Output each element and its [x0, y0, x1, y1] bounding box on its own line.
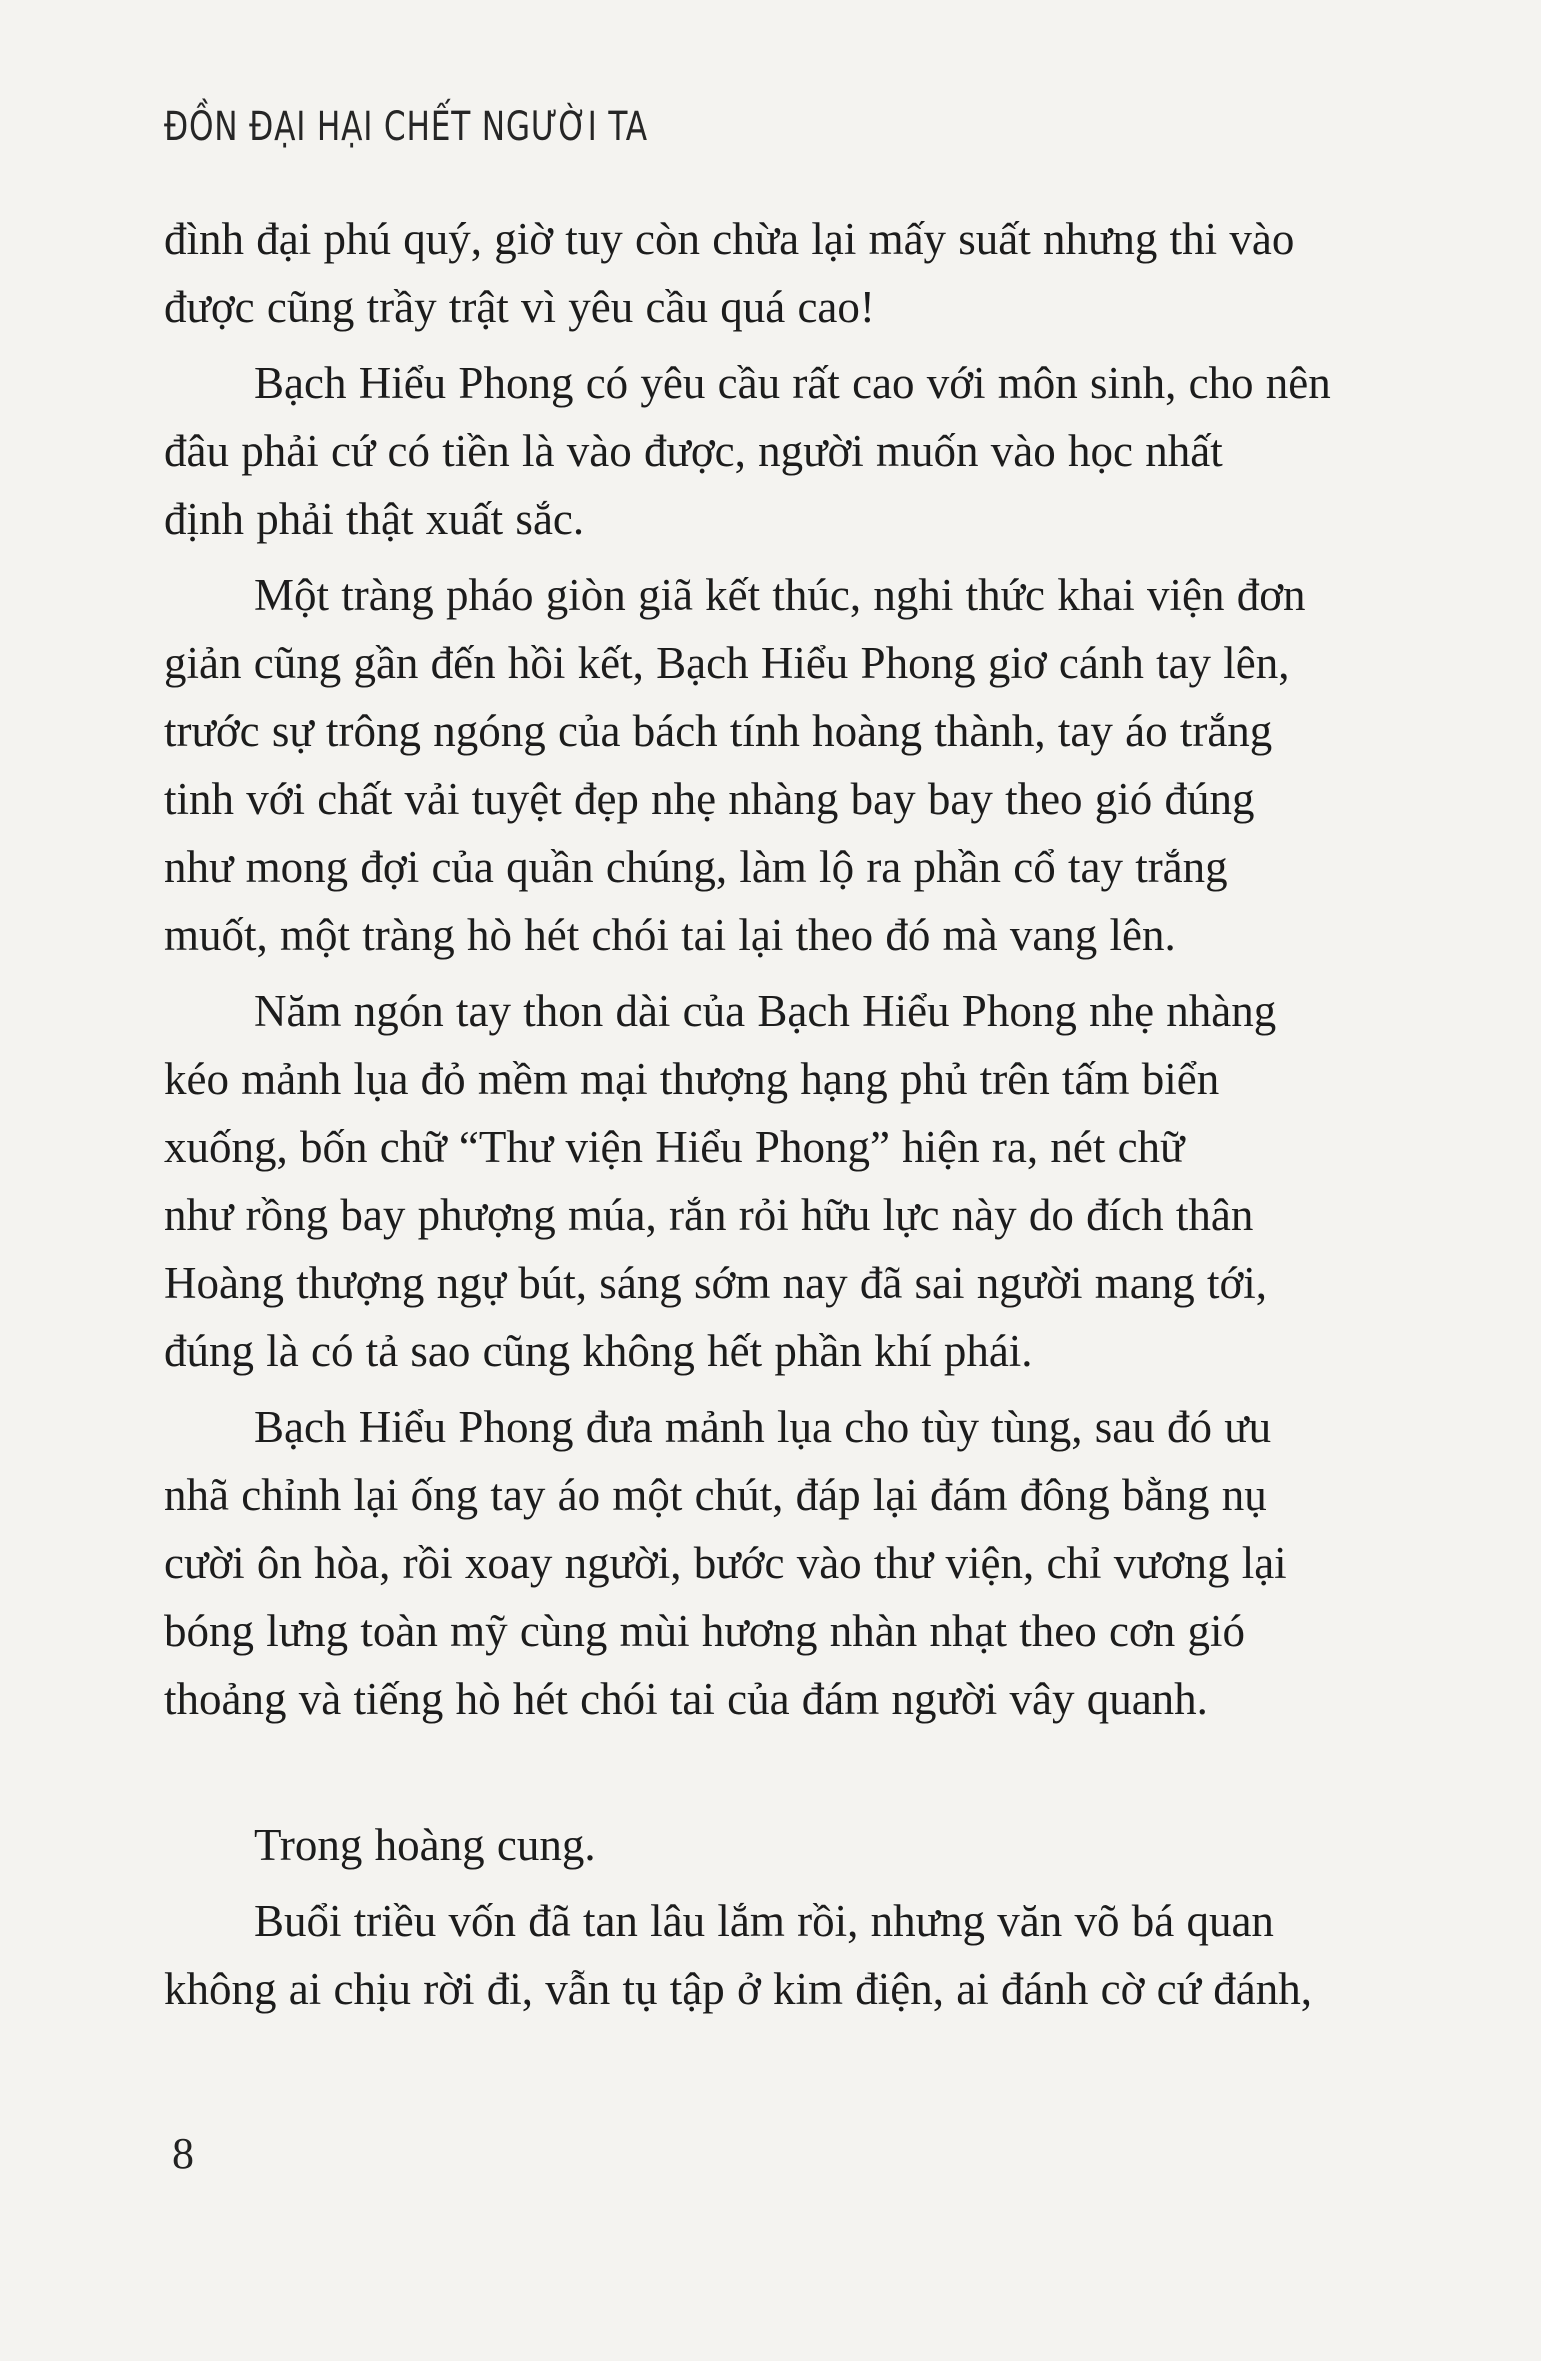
text-line: định phải thật xuất sắc.: [164, 494, 585, 544]
text-line: nhã chỉnh lại ống tay áo một chút, đáp lại đám đông bằng nụ: [164, 1470, 1267, 1520]
paragraph: [164, 1811, 1464, 1879]
page-number: 8: [172, 2129, 194, 2178]
text-line: Hoàng thượng ngự bút, sáng sớm nay đã sai người mang tới,: [164, 1258, 1267, 1308]
paragraph: [164, 1887, 1464, 2023]
paragraph: [164, 1393, 1464, 1733]
body-text: [164, 205, 1464, 2023]
text-line: bóng lưng toàn mỹ cùng mùi hương nhàn nhạt theo cơn gió: [164, 1606, 1245, 1656]
text-line: giản cũng gần đến hồi kết, Bạch Hiểu Phong giơ cánh tay lên,: [164, 638, 1290, 688]
text-line: được cũng trầy trật vì yêu cầu quá cao!: [164, 282, 875, 332]
running-head: ĐỒN ĐẠI HẠI CHẾT NGƯỜI TA: [164, 104, 648, 150]
text-line: đâu phải cứ có tiền là vào được, người muốn vào học nhất: [164, 426, 1223, 476]
text-line: Một tràng pháo giòn giã kết thúc, nghi thức khai viện đơn: [254, 570, 1306, 620]
text-line: Bạch Hiểu Phong có yêu cầu rất cao với môn sinh, cho nên: [254, 358, 1331, 408]
paragraph: [164, 349, 1464, 553]
scene-break: [164, 1733, 1464, 1811]
paragraph: [164, 977, 1464, 1385]
text-line: Buổi triều vốn đã tan lâu lắm rồi, nhưng văn võ bá quan: [254, 1896, 1274, 1946]
text-line: đình đại phú quý, giờ tuy còn chừa lại mấy suất nhưng thi vào: [164, 214, 1295, 264]
text-line: như mong đợi của quần chúng, làm lộ ra phần cổ tay trắng: [164, 842, 1228, 892]
text-line: Trong hoàng cung.: [254, 1820, 596, 1870]
text-line: tinh với chất vải tuyệt đẹp nhẹ nhàng bay bay theo gió đúng: [164, 774, 1255, 824]
text-line: kéo mảnh lụa đỏ mềm mại thượng hạng phủ trên tấm biển: [164, 1054, 1220, 1104]
text-line: xuống, bốn chữ “Thư viện Hiểu Phong” hiện ra, nét chữ: [164, 1122, 1185, 1172]
text-line: trước sự trông ngóng của bách tính hoàng thành, tay áo trắng: [164, 706, 1273, 756]
text-line: thoảng và tiếng hò hét chói tai của đám người vây quanh.: [164, 1674, 1208, 1724]
paragraph: [164, 205, 1464, 341]
text-line: như rồng bay phượng múa, rắn rỏi hữu lực này do đích thân: [164, 1190, 1254, 1240]
text-line: Bạch Hiểu Phong đưa mảnh lụa cho tùy tùng, sau đó ưu: [254, 1402, 1272, 1452]
paragraph: [164, 561, 1464, 969]
text-line: Năm ngón tay thon dài của Bạch Hiểu Phong nhẹ nhàng: [254, 986, 1277, 1036]
text-line: đúng là có tả sao cũng không hết phần khí phái.: [164, 1326, 1033, 1376]
text-line: muốt, một tràng hò hét chói tai lại theo đó mà vang lên.: [164, 910, 1176, 960]
text-line: cười ôn hòa, rồi xoay người, bước vào thư viện, chỉ vương lại: [164, 1538, 1287, 1588]
text-line: không ai chịu rời đi, vẫn tụ tập ở kim điện, ai đánh cờ cứ đánh,: [164, 1964, 1313, 2014]
